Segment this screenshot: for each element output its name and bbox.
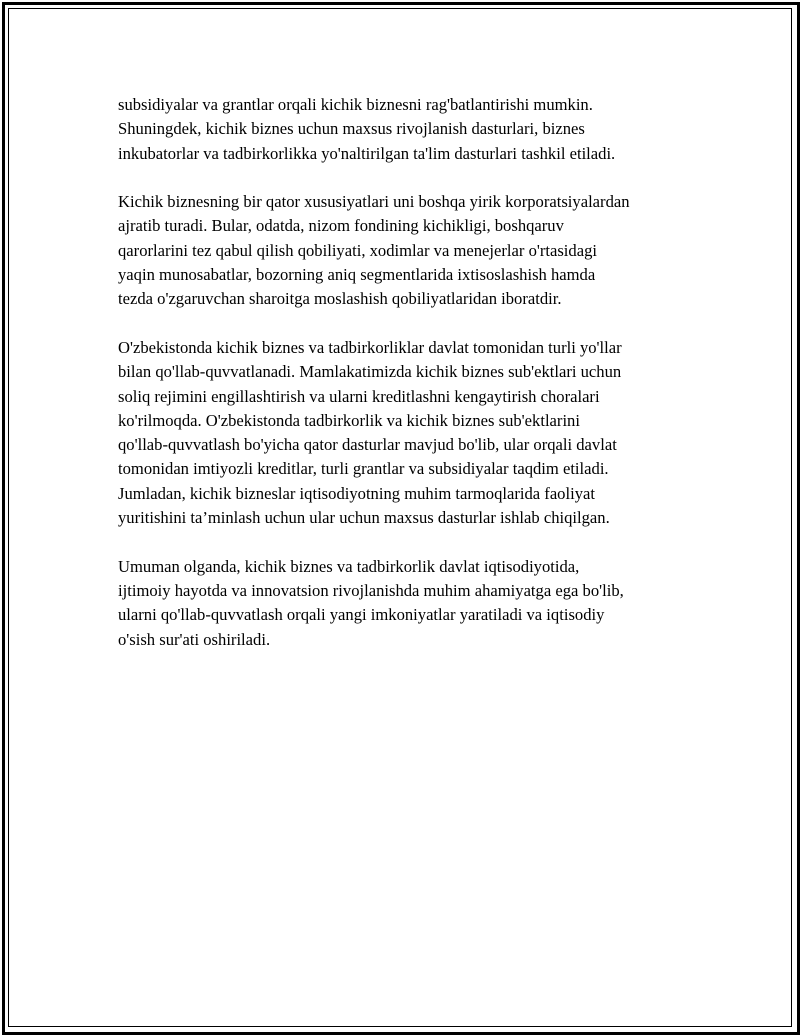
text-line: yuritishini ta’minlash uchun ular uchun maxsus dasturlar ishlab chiqilgan. xyxy=(118,508,610,528)
paragraph-3 xyxy=(118,336,698,530)
paragraph-4 xyxy=(118,555,698,652)
text-line: qo'llab-quvvatlash bo'yicha qator dasturlar mavjud bo'lib, ular orqali davlat xyxy=(118,435,617,455)
text-line: bilan qo'llab-quvvatlanadi. Mamlakatimizda kichik biznes sub'ektlari uchun xyxy=(118,362,622,382)
text-line: yaqin munosabatlar, bozorning aniq segmentlarida ixtisoslashish hamda xyxy=(118,265,596,285)
text-line: Kichik biznesning bir qator xususiyatlari uni boshqa yirik korporatsiyalardan xyxy=(118,192,630,212)
text-line: inkubatorlar va tadbirkorlikka yo'naltirilgan ta'lim dasturlari tashkil etiladi. xyxy=(118,143,616,163)
paragraph-2 xyxy=(118,190,698,311)
text-line: ajratib turadi. Bular, odatda, nizom fondining kichikligi, boshqaruv xyxy=(118,216,564,236)
document-body xyxy=(118,93,698,676)
text-line: qarorlarini tez qabul qilish qobiliyati, xodimlar va menejerlar o'rtasidagi xyxy=(118,240,597,260)
text-line: o'sish sur'ati oshiriladi. xyxy=(118,629,271,649)
text-line: subsidiyalar va grantlar orqali kichik biznesni rag'batlantirishi mumkin. xyxy=(118,95,593,114)
text-line: ularni qo'llab-quvvatlash orqali yangi imkoniyatlar yaratiladi va iqtisodiy xyxy=(118,605,605,625)
text-line: Jumladan, kichik bizneslar iqtisodiyotning muhim tarmoqlarida faoliyat xyxy=(118,483,595,503)
text-line: Umuman olganda, kichik biznes va tadbirkorlik davlat iqtisodiyotida, xyxy=(118,556,580,576)
text-line: ijtimoiy hayotda va innovatsion rivojlanishda muhim ahamiyatga ega bo'lib, xyxy=(118,580,624,600)
text-line: tomonidan imtiyozli kreditlar, turli grantlar va subsidiyalar taqdim etiladi. xyxy=(118,459,609,479)
text-line: ko'rilmoqda. O'zbekistonda tadbirkorlik va kichik biznes sub'ektlarini xyxy=(118,410,580,430)
paragraph-1 xyxy=(118,93,698,166)
text-line: O'zbekistonda kichik biznes va tadbirkorliklar davlat tomonidan turli yo'llar xyxy=(118,337,622,357)
text-line: tezda o'zgaruvchan sharoitga moslashish qobiliyatlaridan iboratdir. xyxy=(118,289,562,309)
text-line: Shuningdek, kichik biznes uchun maxsus rivojlanish dasturlari, biznes xyxy=(118,119,585,139)
text-line: soliq rejimini engillashtirish va ularni kreditlashni kengaytirish choralari xyxy=(118,386,600,406)
